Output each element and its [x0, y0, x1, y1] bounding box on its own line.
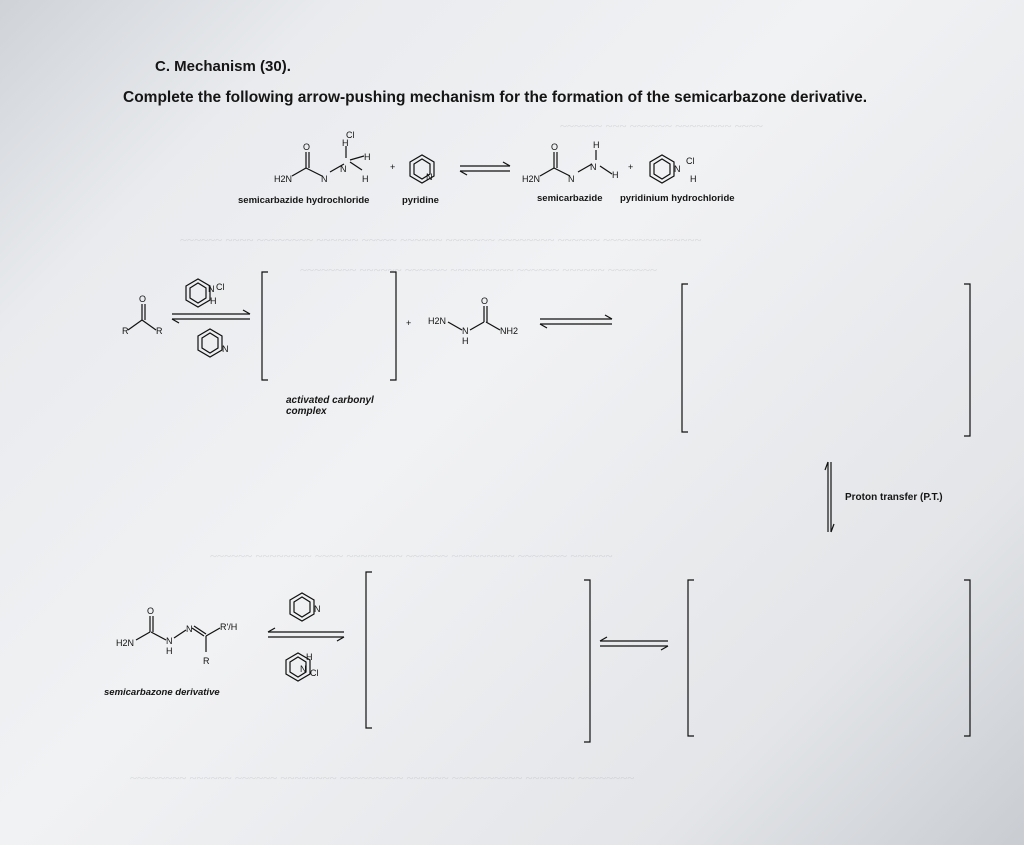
label-pyridine: pyridine [402, 195, 439, 206]
bleed-through-text: ~~~~~~ ~~~ ~~~~~~ ~~~~~~~~ ~~~~ [560, 118, 763, 133]
bracket-intermediate-1 [682, 284, 970, 436]
bracket-activated-complex [262, 272, 396, 380]
label-proton-transfer: Proton transfer (P.T.) [845, 492, 943, 503]
atom-label: N [462, 326, 469, 336]
atom-label: N [568, 174, 575, 184]
atom-label: R [203, 656, 210, 666]
atom-label: N [426, 172, 433, 182]
atom-label: N [590, 162, 597, 172]
atom-label: H2N [428, 316, 447, 326]
atom-label: O [481, 296, 489, 306]
atom-label: N [314, 604, 321, 614]
atom-label: Cl [346, 130, 355, 140]
label-pyridinium-hydrochloride: pyridinium hydrochloride [620, 193, 735, 204]
atom-label: R [122, 326, 129, 336]
bleed-through-text: ~~~~~~~~ ~~~~~~ ~~~~~~ ~~~~~~~~ ~~~~~~~~~ ~~~~~~ ~~~~~~~~~~ ~~~~~~~ ~~~~~~~~ [130, 770, 635, 785]
bracket-intermediate-3 [366, 572, 590, 742]
atom-label: H [166, 646, 173, 656]
atom-label: N [674, 164, 681, 174]
instruction-text: Complete the following arrow-pushing mechanism for the formation of the semicarbazone derivative. [123, 89, 868, 106]
pyridinium-ring-reagent [186, 279, 210, 307]
atom-label: H [593, 140, 600, 150]
atom-label: H [612, 170, 619, 180]
atom-label: O [147, 606, 155, 616]
plus-sign: + [406, 318, 412, 328]
equilibrium-arrow-row3 [268, 628, 344, 641]
atom-label: N [300, 664, 307, 674]
atom-label: N [166, 636, 173, 646]
proton-transfer-arrow [825, 462, 834, 532]
bleed-through-text: ~~~~~~~~ ~~~~~~ ~~~~~~ ~~~~~~~~~ ~~~~~~ ~~~~~~ ~~~~~~~ [300, 262, 658, 277]
atom-label: H [306, 652, 313, 662]
atom-label: H [690, 174, 697, 184]
atom-label: H [210, 296, 217, 306]
atom-label: H2N [274, 174, 293, 184]
atom-label: N [340, 164, 347, 174]
equilibrium-arrow-row2 [172, 310, 250, 323]
semicarbazide-row2 [448, 306, 500, 330]
ketone-structure [128, 304, 156, 330]
atom-label: O [139, 294, 147, 304]
pyridine-ring-row3 [290, 593, 314, 621]
equilibrium-arrow-row2b [540, 315, 612, 328]
atom-label: H [342, 138, 349, 148]
atom-label: H2N [116, 638, 135, 648]
label-semicarbazone-derivative: semicarbazone derivative [104, 687, 220, 698]
atom-label: R [156, 326, 163, 336]
atom-label: NH2 [500, 326, 519, 336]
label-activated-carbonyl-complex: activated carbonyl complex [286, 395, 374, 417]
atom-label: Cl [310, 668, 319, 678]
atom-label: O [303, 142, 311, 152]
atom-label: N [321, 174, 328, 184]
atom-label: H [364, 152, 371, 162]
atom-label: N [208, 284, 215, 294]
equilibrium-arrow-row3b [600, 637, 668, 650]
pyridine-ring-below [198, 329, 222, 357]
atom-label: O [551, 142, 559, 152]
atom-label: R'/H [220, 622, 238, 632]
bleed-through-text: ~~~~~~ ~~~~~~~~ ~~~~ ~~~~~~~~ ~~~~~~ ~~~~~~~~~ ~~~~~~~ ~~~~~~ [210, 548, 613, 563]
atom-label: H [462, 336, 469, 346]
pyridinium-ring-top [650, 155, 674, 183]
semicarbazone-derivative-structure [136, 616, 220, 652]
label-semicarbazide-hydrochloride: semicarbazide hydrochloride [238, 195, 370, 206]
bracket-intermediate-2 [688, 580, 970, 736]
section-heading: C. Mechanism (30). [155, 58, 291, 75]
atom-label: H2N [522, 174, 541, 184]
label-semicarbazide: semicarbazide [537, 193, 603, 204]
atom-label: H [362, 174, 369, 184]
atom-label: Cl [216, 282, 225, 292]
atom-label: N [222, 344, 229, 354]
plus-sign: + [628, 162, 634, 172]
plus-sign: + [390, 162, 396, 172]
atom-label: Cl [686, 156, 695, 166]
bleed-through-text: ~~~~~~ ~~~~ ~~~~~~~~ ~~~~~~ ~~~~~ ~~~~~~ ~~~~~~~ ~~~~~~~~ ~~~~~~ ~~~~~~~~~~~~~~ [180, 232, 702, 247]
semicarbazide-structure [540, 150, 612, 176]
equilibrium-arrow-top [460, 162, 510, 175]
atom-label: N [186, 624, 193, 634]
